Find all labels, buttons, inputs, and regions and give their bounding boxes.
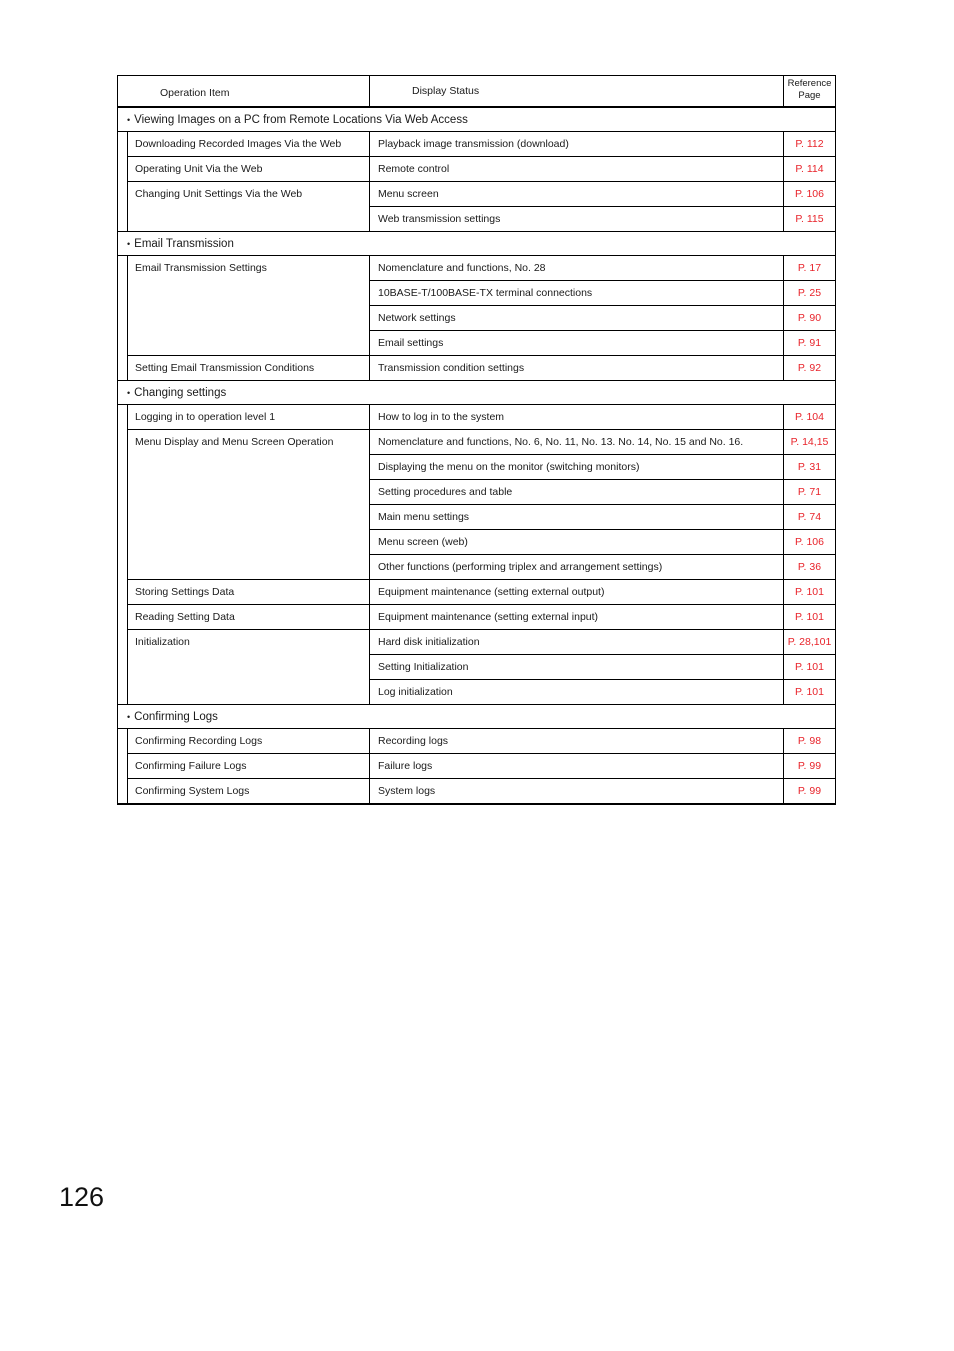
reference-page-link[interactable]: P. 112 xyxy=(795,138,824,150)
display-status: Recording logs xyxy=(370,729,784,753)
status-rows xyxy=(370,157,835,181)
reference-table xyxy=(117,75,836,805)
display-status: 10BASE-T/100BASE-TX terminal connections xyxy=(370,281,784,305)
display-status: Menu screen xyxy=(370,182,784,206)
section-title-text: Changing settings xyxy=(134,386,227,399)
reference-page-link[interactable]: P. 74 xyxy=(797,511,822,523)
operation-group xyxy=(127,729,835,754)
display-status-header: Display Status xyxy=(370,76,784,106)
reference-page-link[interactable]: P. 92 xyxy=(797,362,822,374)
section-body xyxy=(118,132,835,232)
display-status: Other functions (performing triplex and arrangement settings) xyxy=(370,555,784,579)
status-rows xyxy=(370,356,835,380)
table-row xyxy=(370,580,835,604)
reference-page-header-line1: Reference xyxy=(787,78,832,89)
section-title xyxy=(118,381,835,405)
operation-group xyxy=(127,356,835,380)
operation-item: Confirming Failure Logs xyxy=(128,754,370,778)
reference-page-link[interactable]: P. 28,101 xyxy=(787,636,832,648)
status-rows xyxy=(370,754,835,778)
reference-page-link[interactable]: P. 14,15 xyxy=(790,436,829,448)
table-row xyxy=(370,281,835,306)
display-status: Equipment maintenance (setting external input) xyxy=(370,605,784,629)
table-row xyxy=(370,430,835,455)
table-row xyxy=(370,754,835,778)
reference-page-header-line2: Page xyxy=(798,90,821,101)
display-status: Displaying the menu on the monitor (switching monitors) xyxy=(370,455,784,479)
operation-item: Operating Unit Via the Web xyxy=(128,157,370,181)
display-status: Setting Initialization xyxy=(370,655,784,679)
table-row xyxy=(370,306,835,331)
display-status: Menu screen (web) xyxy=(370,530,784,554)
operation-item: Initialization xyxy=(128,630,370,704)
reference-page-header xyxy=(784,76,835,106)
bullet-icon: • xyxy=(127,711,131,722)
operation-item: Menu Display and Menu Screen Operation xyxy=(128,430,370,579)
table-row xyxy=(370,405,835,429)
table-row xyxy=(370,132,835,156)
operation-item: Confirming Recording Logs xyxy=(128,729,370,753)
reference-page-link[interactable]: P. 98 xyxy=(797,735,822,747)
reference-page-link[interactable]: P. 99 xyxy=(797,785,822,797)
section-title-text: Viewing Images on a PC from Remote Locations Via Web Access xyxy=(134,113,468,126)
operation-item: Changing Unit Settings Via the Web xyxy=(128,182,370,231)
operation-group xyxy=(127,605,835,630)
display-status: Failure logs xyxy=(370,754,784,778)
operation-group xyxy=(127,430,835,580)
status-rows xyxy=(370,182,835,231)
display-status: Nomenclature and functions, No. 6, No. 11, No. 13. No. 14, No. 15 and No. 16. xyxy=(370,430,784,454)
reference-page-link[interactable]: P. 101 xyxy=(794,611,824,623)
reference-page-link[interactable]: P. 31 xyxy=(797,461,822,473)
display-status: Playback image transmission (download) xyxy=(370,132,784,156)
status-rows xyxy=(370,630,835,704)
operation-group xyxy=(127,182,835,231)
reference-page-link[interactable]: P. 106 xyxy=(794,188,824,200)
table-row xyxy=(370,256,835,281)
display-status: Main menu settings xyxy=(370,505,784,529)
table-sections xyxy=(118,108,835,803)
operation-item: Storing Settings Data xyxy=(128,580,370,604)
table-row xyxy=(370,555,835,579)
table-row xyxy=(370,729,835,753)
table-row xyxy=(370,480,835,505)
reference-page-link[interactable]: P. 101 xyxy=(794,586,824,598)
status-rows xyxy=(370,132,835,156)
display-status: Log initialization xyxy=(370,680,784,704)
operation-group xyxy=(127,132,835,157)
reference-page-link[interactable]: P. 17 xyxy=(797,262,822,274)
operation-item-header: Operation Item xyxy=(118,76,370,106)
operation-group xyxy=(127,630,835,704)
display-status: Remote control xyxy=(370,157,784,181)
display-status: How to log in to the system xyxy=(370,405,784,429)
section-title xyxy=(118,232,835,256)
display-status: Transmission condition settings xyxy=(370,356,784,380)
reference-page-link[interactable]: P. 36 xyxy=(797,561,822,573)
display-status: Email settings xyxy=(370,331,784,355)
status-rows xyxy=(370,729,835,753)
operation-item: Setting Email Transmission Conditions xyxy=(128,356,370,380)
display-status: Web transmission settings xyxy=(370,207,784,231)
operation-item: Email Transmission Settings xyxy=(128,256,370,355)
display-status: Nomenclature and functions, No. 28 xyxy=(370,256,784,280)
page-number: 126 xyxy=(59,1182,105,1212)
bullet-icon: • xyxy=(127,387,131,398)
section-title-text: Email Transmission xyxy=(134,237,234,250)
section-body xyxy=(118,729,835,803)
table-row xyxy=(370,605,835,629)
status-rows xyxy=(370,430,835,579)
reference-page-link[interactable]: P. 91 xyxy=(797,337,822,349)
reference-page-link[interactable]: P. 114 xyxy=(795,163,824,175)
reference-page-link[interactable]: P. 101 xyxy=(794,661,824,673)
reference-page-link[interactable]: P. 101 xyxy=(794,686,824,698)
bullet-icon: • xyxy=(127,238,131,249)
table-row xyxy=(370,680,835,704)
table-row xyxy=(370,655,835,680)
section-body xyxy=(118,405,835,705)
section-title xyxy=(118,705,835,729)
reference-page-link[interactable]: P. 25 xyxy=(797,287,822,299)
status-rows xyxy=(370,405,835,429)
status-rows xyxy=(370,580,835,604)
table-row xyxy=(370,331,835,355)
operation-group xyxy=(127,405,835,430)
operation-group xyxy=(127,754,835,779)
display-status: System logs xyxy=(370,779,784,803)
display-status: Hard disk initialization xyxy=(370,630,784,654)
operation-group xyxy=(127,779,835,803)
operation-group xyxy=(127,157,835,182)
reference-page-link[interactable]: P. 104 xyxy=(794,411,824,423)
reference-page-link[interactable]: P. 71 xyxy=(797,486,822,498)
operation-group xyxy=(127,256,835,356)
status-rows xyxy=(370,256,835,355)
operation-item: Downloading Recorded Images Via the Web xyxy=(128,132,370,156)
table-row xyxy=(370,207,835,231)
status-rows xyxy=(370,605,835,629)
table-row xyxy=(370,779,835,803)
section-title xyxy=(118,108,835,132)
display-status: Setting procedures and table xyxy=(370,480,784,504)
operation-item: Confirming System Logs xyxy=(128,779,370,803)
bullet-icon: • xyxy=(127,114,131,125)
table-row xyxy=(370,157,835,181)
section-body xyxy=(118,256,835,381)
table-header xyxy=(118,76,835,108)
status-rows xyxy=(370,779,835,803)
operation-item: Logging in to operation level 1 xyxy=(128,405,370,429)
display-status: Equipment maintenance (setting external output) xyxy=(370,580,784,604)
table-row xyxy=(370,505,835,530)
table-row xyxy=(370,630,835,655)
display-status: Network settings xyxy=(370,306,784,330)
reference-page-link[interactable]: P. 106 xyxy=(794,536,824,548)
reference-page-link[interactable]: P. 90 xyxy=(797,312,822,324)
operation-item: Reading Setting Data xyxy=(128,605,370,629)
table-row xyxy=(370,356,835,380)
section-title-text: Confirming Logs xyxy=(134,710,218,723)
table-row xyxy=(370,455,835,480)
reference-page-link[interactable]: P. 99 xyxy=(797,760,822,772)
table-row xyxy=(370,182,835,207)
reference-page-link[interactable]: P. 115 xyxy=(795,213,824,225)
table-row xyxy=(370,530,835,555)
operation-group xyxy=(127,580,835,605)
